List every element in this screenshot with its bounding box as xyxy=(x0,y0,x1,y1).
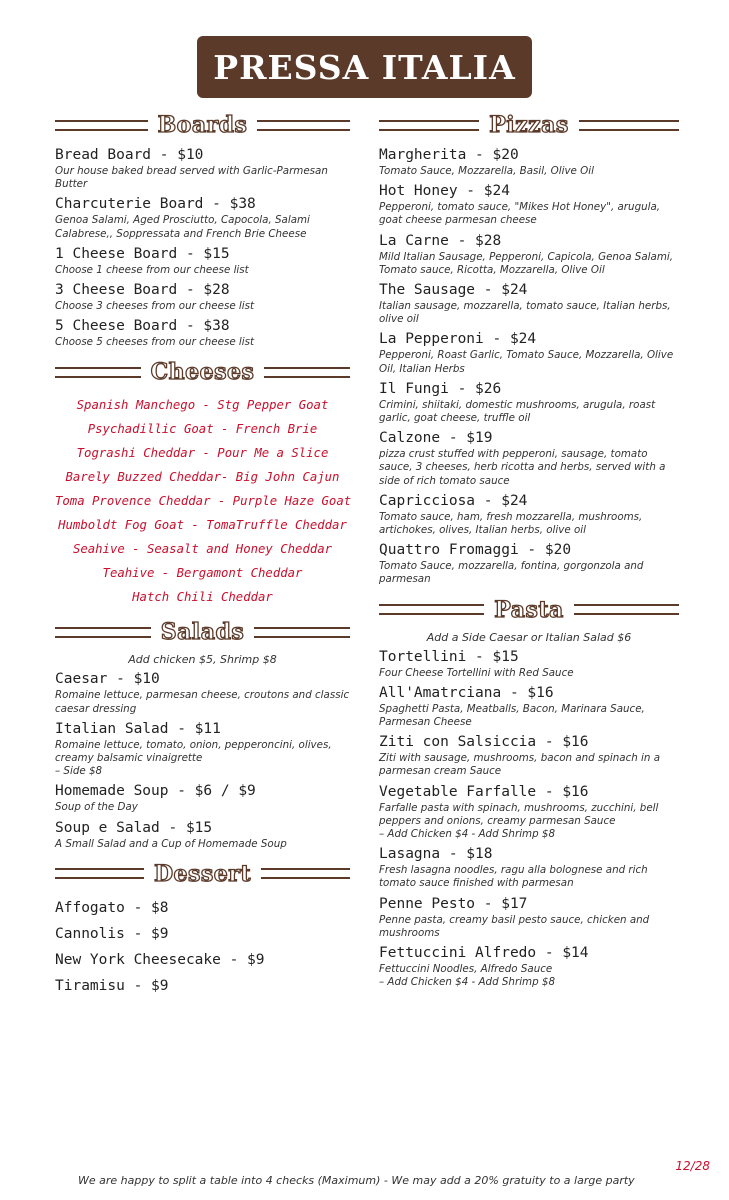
item-desc: Tomato Sauce, mozzarella, fontina, gorgonzola and parmesan xyxy=(379,560,644,586)
pizzas-header xyxy=(379,112,679,138)
item-extra: – Side $8 xyxy=(55,765,103,778)
menu-item xyxy=(379,895,679,940)
cheese-line: Spanish Manchego - Stg Pepper Goat xyxy=(76,398,329,413)
menu-item xyxy=(55,281,350,313)
item-name: Fettuccini Alfredo - $14 xyxy=(379,945,589,962)
cheese-line: Tograshi Cheddar - Pour Me a Slice xyxy=(76,446,329,461)
menu-item xyxy=(379,845,679,890)
item-desc: Romaine lettuce, parmesan cheese, croutons and classic caesar dressing xyxy=(55,689,350,715)
item-desc: Soup of the Day xyxy=(55,801,138,814)
item-extra: – Add Chicken $4 - Add Shrimp $8 xyxy=(379,976,555,989)
divider xyxy=(257,120,350,131)
item-name: Italian Salad - $11 xyxy=(55,720,221,737)
divider xyxy=(55,627,151,638)
divider xyxy=(55,868,144,879)
divider xyxy=(574,604,679,615)
item-desc: Romaine lettuce, tomato, onion, pepperoncini, olives, creamy balsamic vinaigrette xyxy=(55,738,332,765)
salads-header xyxy=(55,619,350,645)
menu-item xyxy=(379,330,679,375)
divider xyxy=(264,367,350,378)
item-name: Margherita - $20 xyxy=(379,147,519,163)
cheeses-title: Cheeses xyxy=(150,359,255,386)
menu-item xyxy=(379,783,679,842)
item-desc: Mild Italian Sausage, Pepperoni, Capicola, Genoa Salami, Tomato sauce, Ricotta, Mozzarella, Olive Oil xyxy=(379,250,673,276)
menu-item xyxy=(379,944,679,989)
dessert-item: New York Cheesecake - $9 xyxy=(55,951,265,968)
item-name: Soup e Salad - $15 xyxy=(55,819,213,836)
boards-title: Boards xyxy=(157,112,248,138)
menu-item xyxy=(55,720,350,779)
item-name: The Sausage - $24 xyxy=(379,282,528,299)
item-desc: Choose 5 cheeses from our cheese list xyxy=(55,336,255,349)
divider xyxy=(55,367,141,378)
dessert-header xyxy=(55,861,350,887)
item-desc: Penne pasta, creamy basil pesto sauce, chicken and mushrooms xyxy=(379,913,650,939)
cheese-line: Hatch Chili Cheddar xyxy=(132,590,273,605)
item-desc: A Small Salad and a Cup of Homemade Soup xyxy=(55,837,287,850)
item-desc: Italian sausage, mozzarella, tomato sauce, Italian herbs, olive oil xyxy=(379,300,671,326)
menu-item xyxy=(55,819,350,851)
item-desc: Ziti with sausage, mushrooms, bacon and spinach in a parmesan cream Sauce xyxy=(379,752,660,778)
item-name: La Carne - $28 xyxy=(379,232,502,249)
menu-item xyxy=(55,782,350,814)
boards-list xyxy=(55,146,350,349)
item-desc: pizza crust stuffed with pepperoni, sausage, tomato sauce, 3 cheeses, herb ricotta and herbs, served with a side of rich tomato sauce xyxy=(379,448,666,487)
menu-item xyxy=(379,733,679,778)
menu-item xyxy=(379,146,679,178)
right-column xyxy=(379,112,679,990)
item-name: Bread Board - $10 xyxy=(55,147,204,163)
item-desc: Crimini, shiitaki, domestic mushrooms, arugula, roast garlic, goat cheese, truffle oil xyxy=(379,398,656,425)
salads-title: Salads xyxy=(160,619,245,646)
pasta-header xyxy=(379,597,679,623)
item-desc: Fettuccini Noodles, Alfredo Sauce xyxy=(379,963,553,976)
item-name: Quattro Fromaggi - $20 xyxy=(379,542,572,559)
item-name: Caesar - $10 xyxy=(55,671,160,688)
item-name: Hot Honey - $24 xyxy=(379,183,510,200)
cheese-line: Teahive - Bergamont Cheddar xyxy=(102,566,303,581)
salads-list xyxy=(55,670,350,850)
menu-item xyxy=(379,380,679,425)
menu-item xyxy=(379,182,679,227)
restaurant-banner xyxy=(197,36,532,98)
menu-item xyxy=(379,684,679,729)
item-desc: Fresh lasagna noodles, ragu alla bolognese and rich tomato sauce finished with parmesan xyxy=(379,864,648,890)
menu-item xyxy=(55,195,350,240)
pizzas-list xyxy=(379,146,679,587)
menu-item xyxy=(379,648,679,680)
dessert-title: Dessert xyxy=(153,860,252,887)
menu-item xyxy=(379,541,679,586)
item-name: Tortellini - $15 xyxy=(379,648,519,665)
item-desc: Farfalle pasta with spinach, mushrooms, zucchini, bell peppers and onions, creamy parmesan Sauce xyxy=(379,801,659,827)
item-desc: Tomato sauce, ham, fresh mozzarella, mushrooms, artichokes, olives, Italian herbs, olive oil xyxy=(379,510,643,537)
cheese-list xyxy=(55,393,350,609)
item-name: Homemade Soup - $6 / $9 xyxy=(55,783,256,800)
boards-header xyxy=(55,112,350,138)
pizzas-title: Pizzas xyxy=(489,112,569,138)
left-column xyxy=(55,112,350,999)
cheese-line: Barely Buzzed Cheddar- Big John Cajun xyxy=(65,470,340,485)
menu-item xyxy=(379,281,679,326)
menu-item xyxy=(55,146,350,191)
divider xyxy=(254,627,350,638)
menu-item xyxy=(55,245,350,277)
item-name: 1 Cheese Board - $15 xyxy=(55,245,230,262)
dessert-list xyxy=(55,895,350,999)
item-name: Il Fungi - $26 xyxy=(379,380,502,397)
dessert-item: Cannolis - $9 xyxy=(55,925,169,942)
cheeses-header xyxy=(55,359,350,385)
item-name: Charcuterie Board - $38 xyxy=(55,196,256,213)
item-desc: Choose 1 cheese from our cheese list xyxy=(55,263,249,276)
item-extra: – Add Chicken $4 - Add Shrimp $8 xyxy=(379,828,555,841)
item-name: Calzone - $19 xyxy=(379,430,493,447)
cheese-line: Toma Provence Cheddar - Purple Haze Goat xyxy=(55,494,352,509)
divider xyxy=(261,868,350,879)
item-desc: Our house baked bread served with Garlic-Parmesan Butter xyxy=(55,165,328,191)
item-desc: Four Cheese Tortellini with Red Sauce xyxy=(379,666,574,679)
item-desc: Genoa Salami, Aged Prosciutto, Capocola, Salami Calabrese,, Soppressata and French Brie Cheese xyxy=(55,214,310,240)
dessert-item: Affogato - $8 xyxy=(55,899,169,916)
dessert-item: Tiramisu - $9 xyxy=(55,977,169,994)
pasta-title: Pasta xyxy=(494,596,564,623)
item-name: Lasagna - $18 xyxy=(379,846,493,863)
cheese-line: Psychadillic Goat - French Brie xyxy=(87,422,318,437)
divider xyxy=(379,120,479,131)
divider xyxy=(379,604,484,615)
cheese-line: Seahive - Seasalt and Honey Cheddar xyxy=(72,542,333,557)
menu-item xyxy=(55,317,350,349)
cheese-line: Humboldt Fog Goat - TomaTruffle Cheddar xyxy=(58,518,347,533)
menu-item xyxy=(55,670,350,715)
item-name: 3 Cheese Board - $28 xyxy=(55,282,230,299)
menu-item xyxy=(379,492,679,537)
item-desc: Choose 3 cheeses from our cheese list xyxy=(55,300,255,313)
footer-note: We are happy to split a table into 4 checks (Maximum) - We may add a 20% gratuity to a large party xyxy=(78,1174,635,1187)
item-name: 5 Cheese Board - $38 xyxy=(55,318,230,335)
item-name: Capricciosa - $24 xyxy=(379,492,528,509)
item-desc: Tomato Sauce, Mozzarella, Basil, Olive Oil xyxy=(379,165,594,177)
menu-item xyxy=(379,429,679,488)
item-desc: Pepperoni, tomato sauce, "Mikes Hot Honey", arugula, goat cheese parmesan cheese xyxy=(379,201,661,227)
pasta-note: Add a Side Caesar or Italian Salad $6 xyxy=(426,630,632,644)
menu-item xyxy=(379,232,679,277)
divider xyxy=(579,120,679,131)
item-name: Penne Pesto - $17 xyxy=(379,895,528,912)
menu-date: 12/28 xyxy=(675,1159,710,1173)
salads-note: Add chicken $5, Shrimp $8 xyxy=(128,653,277,667)
item-name: Ziti con Salsiccia - $16 xyxy=(379,734,589,751)
item-name: All'Amatrciana - $16 xyxy=(379,684,554,701)
item-desc: Spaghetti Pasta, Meatballs, Bacon, Marinara Sauce, Parmesan Cheese xyxy=(379,702,645,729)
divider xyxy=(55,120,148,131)
item-name: Vegetable Farfalle - $16 xyxy=(379,783,589,800)
item-desc: Pepperoni, Roast Garlic, Tomato Sauce, Mozzarella, Olive Oil, Italian Herbs xyxy=(379,349,674,375)
item-name: La Pepperoni - $24 xyxy=(379,331,537,348)
pasta-list xyxy=(379,648,679,990)
restaurant-name: PRESSA ITALIA xyxy=(213,47,516,87)
